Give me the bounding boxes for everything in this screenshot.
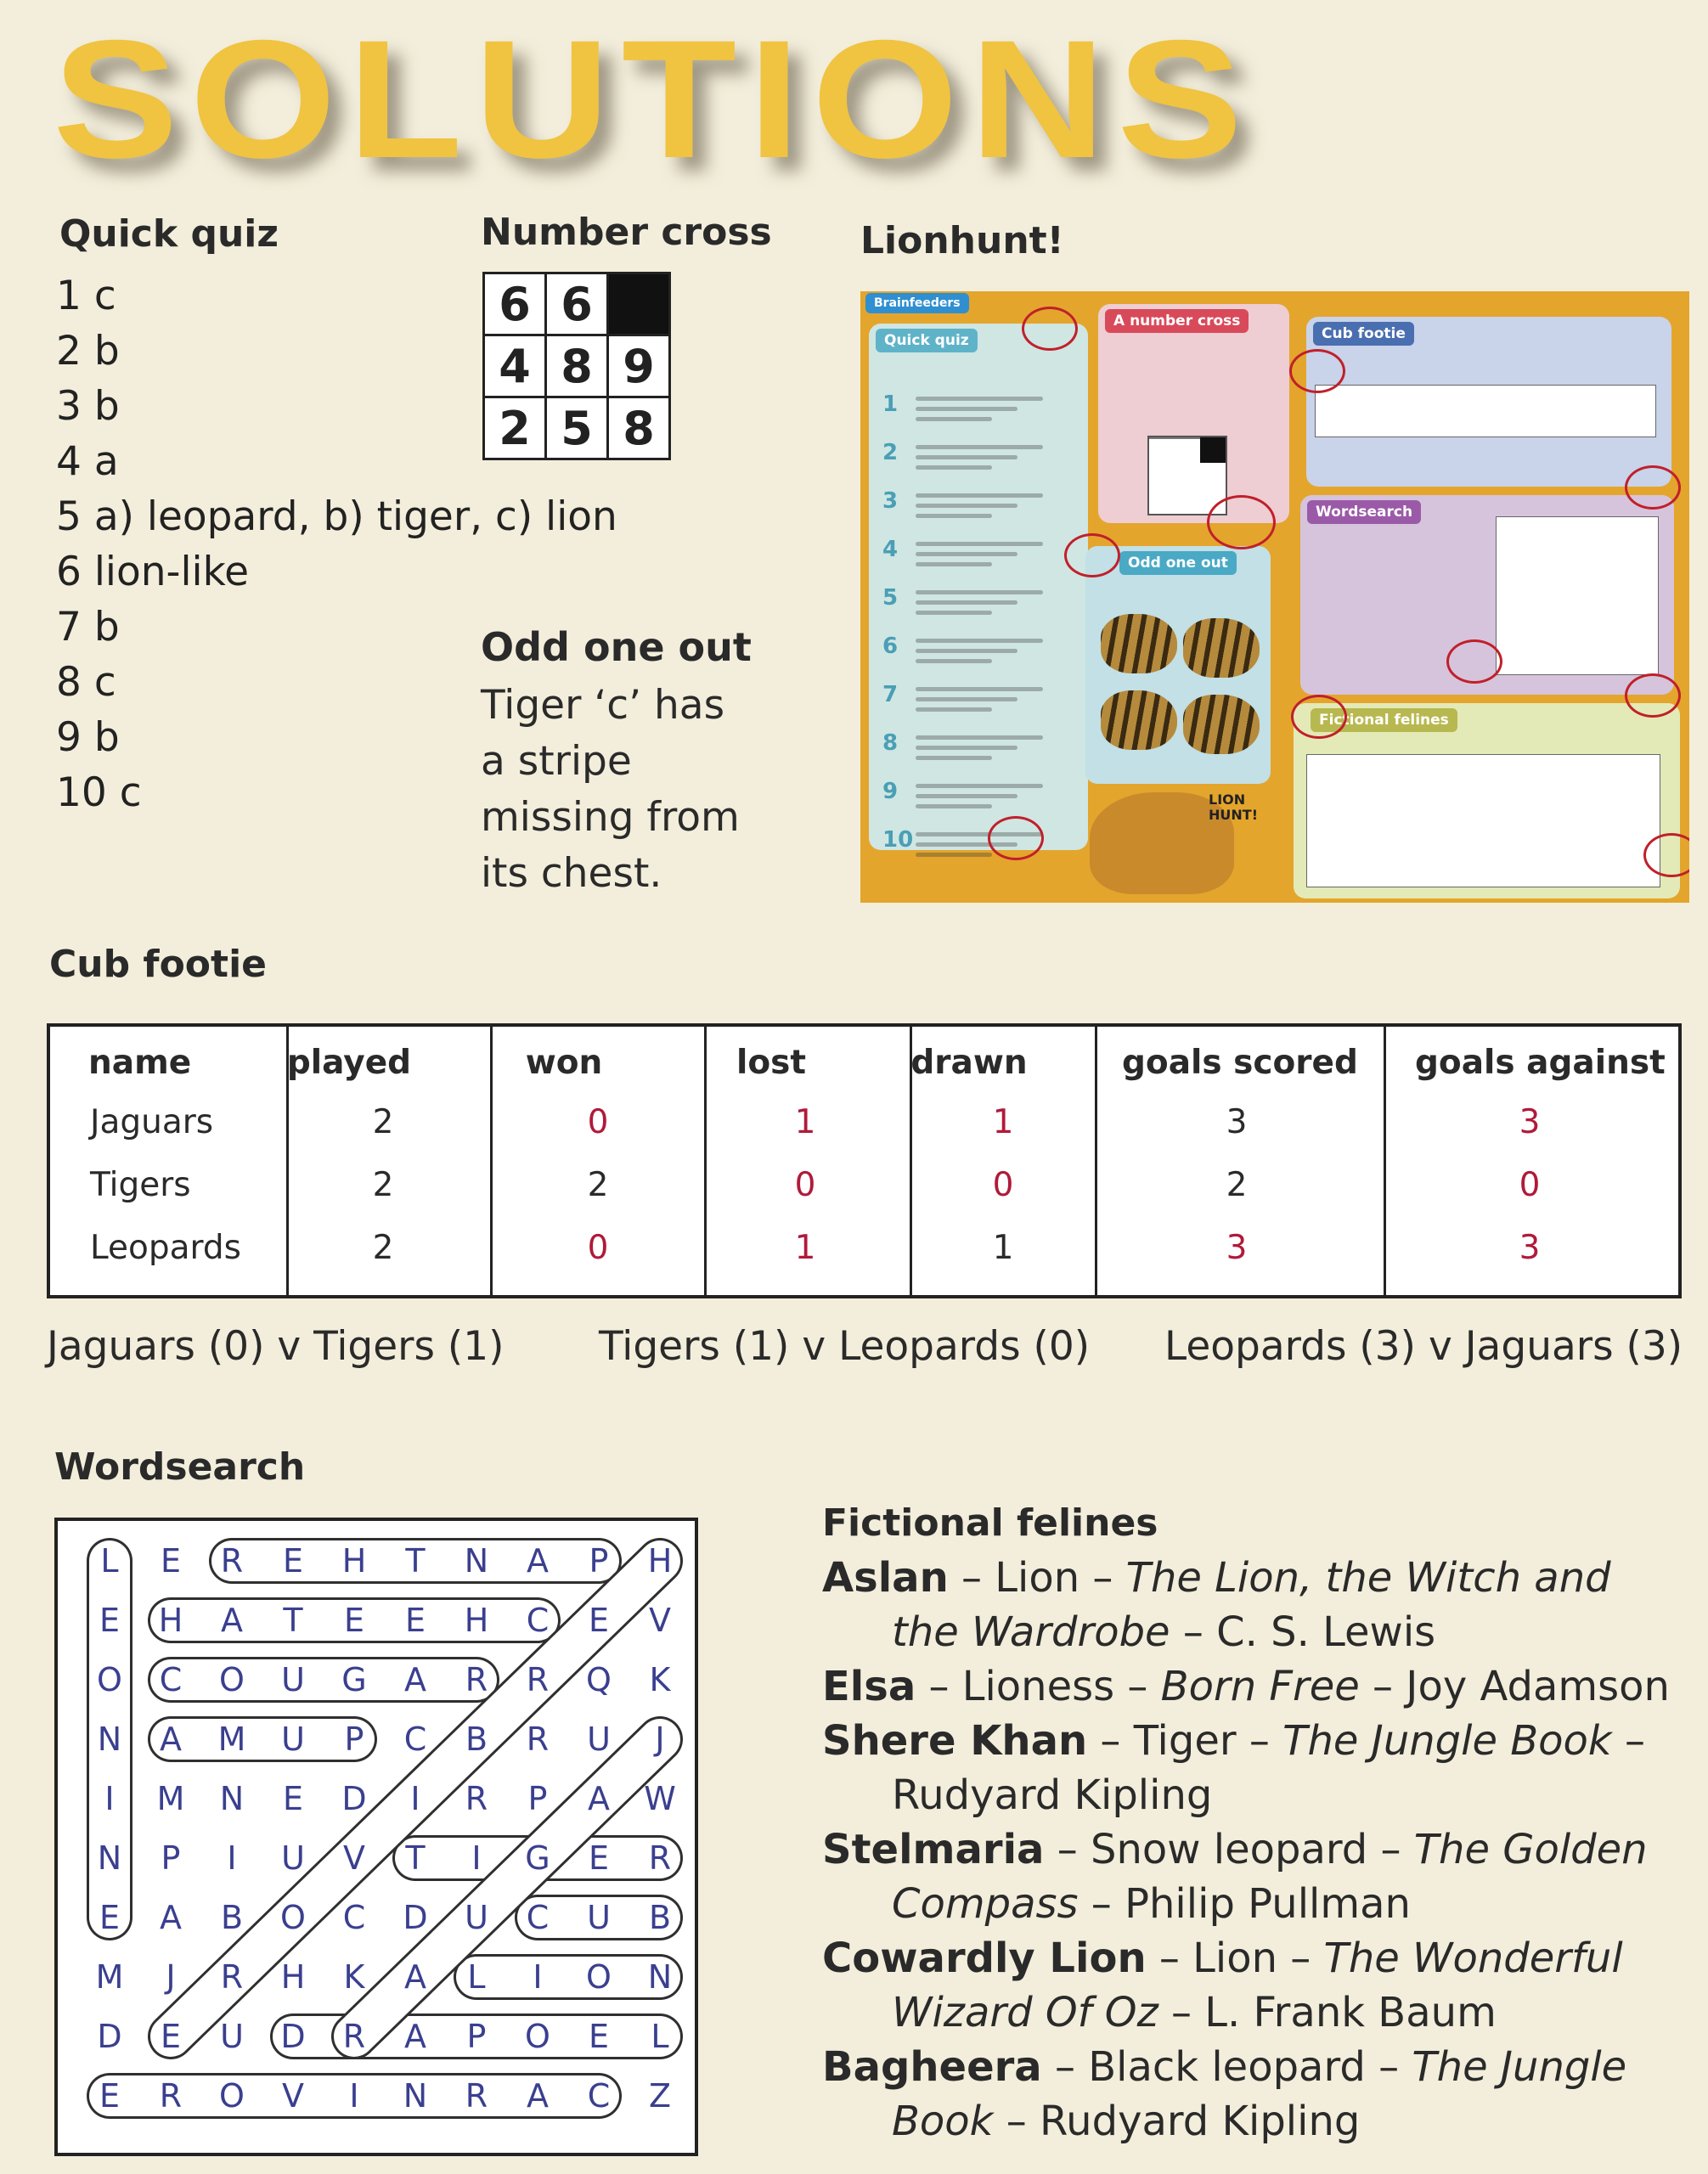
number-cell: 6 [546,273,608,335]
thumb-panel-title: Quick quiz [876,329,978,352]
table-cell: 3 [1226,1103,1248,1141]
wordsearch-letter: G [341,1661,367,1698]
wordsearch-letter: N [97,1721,122,1758]
quiz-answer: 1 c [56,273,116,319]
thumb-quiz-number: 8 [882,730,899,756]
thumb-quiz-number: 5 [882,585,899,611]
wordsearch-letter: M [95,1958,124,1996]
table-cell: 3 [1519,1229,1541,1267]
fictional-felines-list [822,1551,1670,2149]
wordsearch-letter: R [648,1839,672,1877]
quiz-answer: 4 a [56,438,119,485]
feline-entry [822,1714,1670,1768]
thumb-text-line [916,552,1017,556]
book-title: The Lion, the Witch and [1125,1554,1611,1602]
wordsearch-letter: B [220,1899,244,1936]
wordsearch-letter: V [282,2077,304,2115]
thumb-text-line [916,504,1017,508]
wordsearch-letter: C [587,2077,611,2115]
thumb-quick-quiz-panel [869,324,1088,853]
team-name: Tigers [90,1166,191,1204]
wordsearch-letter: N [464,1542,489,1580]
thumb-text-line [916,562,992,566]
table-cell: 2 [1226,1166,1248,1204]
thumb-quiz-number: 6 [882,634,899,659]
wordsearch-letter: C [159,1661,183,1698]
wordsearch-letter: A [527,2077,549,2115]
wordsearch-letter: E [588,1602,609,1639]
thumb-cub-footie-panel [1306,317,1671,487]
thumb-text-line [916,493,1043,498]
thumb-number-cross-panel [1098,304,1289,523]
thumb-text-line [916,794,1017,798]
thumb-text-line [916,746,1017,750]
wordsearch-letter: O [219,1661,245,1698]
book-title: Wizard Of Oz [892,1989,1158,2036]
wordsearch-letter: E [99,2077,120,2115]
table-cell: 1 [992,1103,1014,1141]
wordsearch-letter: R [465,2077,488,2115]
table-column-header: won [525,1044,603,1082]
thumb-fictional-felines-panel [1294,703,1680,898]
red-circle-mark [1625,673,1681,718]
wordsearch-letter: A [404,1661,426,1698]
thumb-text-line [916,455,1017,459]
table-cell: 2 [372,1229,394,1267]
number-cell: 9 [608,335,670,397]
wordsearch-letter: I [104,1780,115,1817]
quiz-answer: 10 c [56,769,142,816]
wordsearch-letter: B [648,1899,672,1936]
feline-entry [822,1931,1670,1985]
thumb-quiz-number: 3 [882,488,899,514]
red-circle-mark [1625,465,1681,510]
wordsearch-letter: E [343,1602,364,1639]
thumb-panel-title: Cub footie [1313,322,1414,346]
wordsearch-letter: L [651,2018,669,2055]
number-cross-grid [482,272,671,460]
book-title: The Golden [1413,1826,1648,1873]
wordsearch-letter: I [471,1839,482,1877]
thumb-text-line [916,542,1043,546]
red-circle-mark [1022,307,1078,351]
book-author: – C. S. Lewis [1170,1608,1436,1656]
thumb-text-line [916,397,1043,401]
table-column-header: goals scored [1122,1044,1358,1082]
book-title: The Wonderful [1323,1935,1623,1982]
match-result: Leopards (3) v Jaguars (3) [1164,1323,1683,1370]
thumb-text-line [916,639,1043,643]
wordsearch-letter: N [403,2077,428,2115]
thumb-quiz-number: 10 [882,827,914,853]
red-circle-mark [1446,639,1502,684]
thumb-quiz-number: 2 [882,440,899,465]
table-cell: 0 [587,1229,609,1267]
match-result: Jaguars (0) v Tigers (1) [47,1323,505,1370]
team-name: Jaguars [90,1103,214,1141]
quiz-answer: 7 b [56,604,120,651]
table-cell: 0 [794,1166,816,1204]
wordsearch-letter: L [467,1958,486,1996]
wordsearch-letter: E [160,1542,181,1580]
wordsearch-letter: H [647,1542,673,1580]
thumb-text-line [916,756,992,760]
quiz-answer: 3 b [56,383,120,430]
table-cell: 1 [992,1229,1014,1267]
feline-entry-cont [822,1605,1670,1659]
wordsearch-letter: N [97,1839,122,1877]
wordsearch-letter: P [527,1780,548,1817]
wordsearch-letter: O [525,2018,550,2055]
feline-entry-cont [822,2094,1670,2149]
wordsearch-letter: A [404,1958,426,1996]
wordsearch-letter: E [404,1602,426,1639]
wordsearch-letter: P [344,1721,364,1758]
brainfeeders-tab: Brainfeeders [865,293,969,313]
thumb-text-line [916,735,1043,740]
table-cell: 1 [794,1229,816,1267]
number-cell: 2 [484,397,546,459]
table-column-header: goals against [1415,1044,1666,1082]
wordsearch-letter: R [159,2077,183,2115]
wordsearch-letter: U [281,1839,305,1877]
wordsearch-heading: Wordsearch [54,1445,306,1489]
wordsearch-letter: U [281,1721,305,1758]
wordsearch-letter: I [410,1780,420,1817]
feline-species: – Snow leopard – [1044,1826,1414,1873]
thumb-panel-title: Odd one out [1119,551,1237,575]
number-cell: 8 [546,335,608,397]
book-title: the Wardrobe [892,1608,1170,1656]
book-title: Compass [892,1880,1079,1928]
wordsearch-letter: E [99,1602,120,1639]
feline-name: Cowardly Lion [822,1935,1147,1982]
feline-name: Elsa [822,1663,916,1710]
wordsearch-letter: U [281,1661,305,1698]
red-circle-mark [1207,495,1276,549]
lionhunt-page-image [860,291,1689,903]
wordsearch-letter: N [219,1780,245,1817]
feline-species: – Tiger – [1087,1717,1283,1765]
feline-species: – Lion – [1146,1935,1324,1982]
wordsearch-letter: T [405,1542,426,1580]
table-cell: 3 [1519,1103,1541,1141]
quiz-answer: 5 a) leopard, b) tiger, c) lion [56,493,617,540]
thumb-text-line [916,697,1017,701]
wordsearch-letter: I [533,1958,543,1996]
table-column-divider [1095,1027,1097,1295]
feline-entry [822,2040,1670,2094]
thumb-panel-title: A number cross [1105,309,1249,333]
thumb-text-line [916,687,1043,691]
wordsearch-letter: M [217,1721,246,1758]
feline-entry [822,1551,1670,1605]
wordsearch-letter: E [160,2018,181,2055]
wordsearch-grid [54,1518,698,2156]
thumb-text-line [916,853,992,857]
thumb-text-line [916,407,1017,411]
wordsearch-letter: H [158,1602,183,1639]
wordsearch-letter: O [97,1661,122,1698]
quiz-answer: 6 lion-like [56,549,250,595]
wordsearch-letter: I [227,1839,237,1877]
lionhunt-heading: Lionhunt! [860,219,1064,262]
feline-entry-cont [822,1877,1670,1931]
thumb-quiz-number: 1 [882,391,899,417]
black-cell [608,273,670,335]
wordsearch-letter: U [587,1899,611,1936]
thumb-text-line [916,445,1043,449]
wordsearch-letter: C [342,1899,366,1936]
thumb-text-line [916,659,992,663]
wordsearch-letter: V [649,1602,671,1639]
match-result: Tigers (1) v Leopards (0) [599,1323,1091,1370]
wordsearch-letter: P [466,2018,487,2055]
wordsearch-letter: E [282,1780,303,1817]
tiger-icon [1101,690,1177,750]
thumb-text-line [916,804,992,808]
wordsearch-letter: R [220,1958,244,1996]
odd-one-out-line: its chest. [481,850,662,897]
table-cell: 2 [372,1166,394,1204]
wordsearch-letter: E [588,2018,609,2055]
tiger-icon [1183,618,1260,678]
wordsearch-letter: J [655,1721,665,1758]
wordsearch-letter: L [100,1542,119,1580]
wordsearch-letter: D [97,2018,122,2055]
wordsearch-letter: R [465,1780,488,1817]
book-title: The Jungle Book [1282,1717,1612,1765]
book-author: – Rudyard Kipling [993,2098,1361,2145]
wordsearch-letter: U [587,1721,611,1758]
wordsearch-letter: C [526,1899,550,1936]
quiz-answer: 2 b [56,328,120,375]
wordsearch-letter: O [280,1899,306,1936]
feline-name: Shere Khan [822,1717,1088,1765]
book-author: – L. Frank Baum [1158,1989,1497,2036]
thumb-panel-title: Wordsearch [1307,500,1421,524]
thumb-text-line [916,514,992,518]
feline-entry [822,1659,1670,1714]
thumb-quiz-number: 7 [882,682,899,707]
wordsearch-letter: C [403,1721,427,1758]
wordsearch-letter: D [280,2018,306,2055]
red-circle-mark [988,816,1044,860]
wordsearch-letter: A [160,1721,182,1758]
wordsearch-letter: E [282,1542,303,1580]
table-column-header: name [88,1044,192,1082]
book-author: – Philip Pullman [1078,1880,1411,1928]
wordsearch-letter: K [649,1661,671,1698]
odd-one-out-heading: Odd one out [481,624,752,670]
wordsearch-letter: R [526,1661,550,1698]
tiger-icon [1183,695,1260,754]
team-name: Leopards [90,1229,241,1267]
wordsearch-letter: W [644,1780,676,1817]
cub-footie-heading: Cub footie [49,943,267,986]
table-cell: 1 [794,1103,816,1141]
thumb-text-line [916,465,992,470]
feline-entry [822,1822,1670,1877]
wordsearch-letter: J [166,1958,176,1996]
wordsearch-letter: E [99,1899,120,1936]
wordsearch-letter: P [589,1542,609,1580]
thumb-lion-hunt-label: LION HUNT! [1209,791,1258,823]
separator: – [1611,1717,1645,1765]
thumb-panel-title: Fictional felines [1311,708,1457,732]
thumb-text-line [916,784,1043,788]
table-cell: 3 [1226,1229,1248,1267]
thumb-odd-one-out-panel [1085,546,1271,784]
table-cell: 0 [587,1103,609,1141]
book-title: The Jungle [1412,2043,1627,2091]
table-cell: 2 [587,1166,609,1204]
odd-one-out-line: missing from [481,794,740,841]
feline-name: Aslan [822,1554,949,1602]
number-cross-heading: Number cross [481,211,772,254]
thumb-text-line [916,707,992,712]
thumb-text-line [916,611,992,615]
feline-entry-cont [822,1985,1670,2040]
wordsearch-letter: C [526,1602,550,1639]
book-author: Rudyard Kipling [892,1771,1213,1819]
odd-one-out-text [481,678,740,902]
number-cell: 8 [608,397,670,459]
wordsearch-letter: H [464,1602,489,1639]
wordsearch-letter: R [220,1542,244,1580]
feline-entry-cont [822,1768,1670,1822]
number-cell: 5 [546,397,608,459]
wordsearch-letter: U [465,1899,488,1936]
feline-name: Stelmaria [822,1826,1045,1873]
wordsearch-letter: A [221,1602,243,1639]
wordsearch-letter: R [465,1661,488,1698]
wordsearch-letter: A [404,2018,426,2055]
red-circle-mark [1291,695,1347,739]
wordsearch-letter: I [349,2077,359,2115]
thumb-text-line [916,600,1017,605]
wordsearch-letter: G [525,1839,550,1877]
wordsearch-letter: U [220,2018,244,2055]
thumb-text-line [916,649,1017,653]
thumb-quiz-number: 4 [882,537,899,562]
wordsearch-letter: M [156,1780,185,1817]
thumb-text-line [916,417,992,421]
page-title: SOLUTIONS [53,5,1254,193]
wordsearch-letter: A [527,1542,549,1580]
table-cell: 0 [992,1166,1014,1204]
odd-one-out-line: a stripe [481,738,632,785]
wordsearch-letter: H [341,1542,367,1580]
feline-name: Bagheera [822,2043,1042,2091]
wordsearch-letter: A [588,1780,610,1817]
cub-footie-table [47,1023,1682,1298]
wordsearch-letter: D [341,1780,367,1817]
number-cell: 6 [484,273,546,335]
wordsearch-letter: N [647,1958,673,1996]
table-cell: 2 [372,1103,394,1141]
thumb-text-line [916,590,1043,594]
feline-species: – Lion – [948,1554,1126,1602]
wordsearch-letter: V [343,1839,365,1877]
wordsearch-letter: R [526,1721,550,1758]
quick-quiz-heading: Quick quiz [59,212,279,256]
book-title: Book [892,2098,994,2145]
wordsearch-letter: K [343,1958,365,1996]
wordsearch-letter: E [588,1839,609,1877]
book-author: – Joy Adamson [1359,1663,1670,1710]
quiz-answer: 9 b [56,714,120,761]
book-title: Born Free [1160,1663,1360,1710]
table-column-header: played [286,1044,412,1082]
wordsearch-letter: B [465,1721,488,1758]
wordsearch-letter: D [403,1899,428,1936]
number-cell: 4 [484,335,546,397]
red-circle-mark [1064,533,1120,577]
table-column-header: lost [736,1044,807,1082]
wordsearch-letter: T [283,1602,303,1639]
wordsearch-letter: H [280,1958,306,1996]
odd-one-out-line: Tiger ‘c’ has [481,682,725,729]
wordsearch-letter: A [160,1899,182,1936]
red-circle-mark [1289,349,1345,393]
fictional-felines-heading: Fictional felines [822,1501,1158,1545]
wordsearch-letter: Z [648,2077,672,2115]
tiger-icon [1101,614,1177,673]
wordsearch-letter: T [405,1839,426,1877]
table-column-divider [1384,1027,1386,1295]
wordsearch-letter: O [586,1958,612,1996]
wordsearch-letter: O [219,2077,245,2115]
table-cell: 0 [1519,1166,1541,1204]
feline-species: – Black leopard – [1041,2043,1412,2091]
wordsearch-letter: R [342,2018,366,2055]
thumb-quiz-number: 9 [882,779,899,804]
table-column-header: drawn [910,1044,1028,1082]
feline-species: – Lioness – [916,1663,1161,1710]
wordsearch-letter: Q [586,1661,612,1698]
quiz-answer: 8 c [56,659,116,706]
wordsearch-letter: P [161,1839,181,1877]
